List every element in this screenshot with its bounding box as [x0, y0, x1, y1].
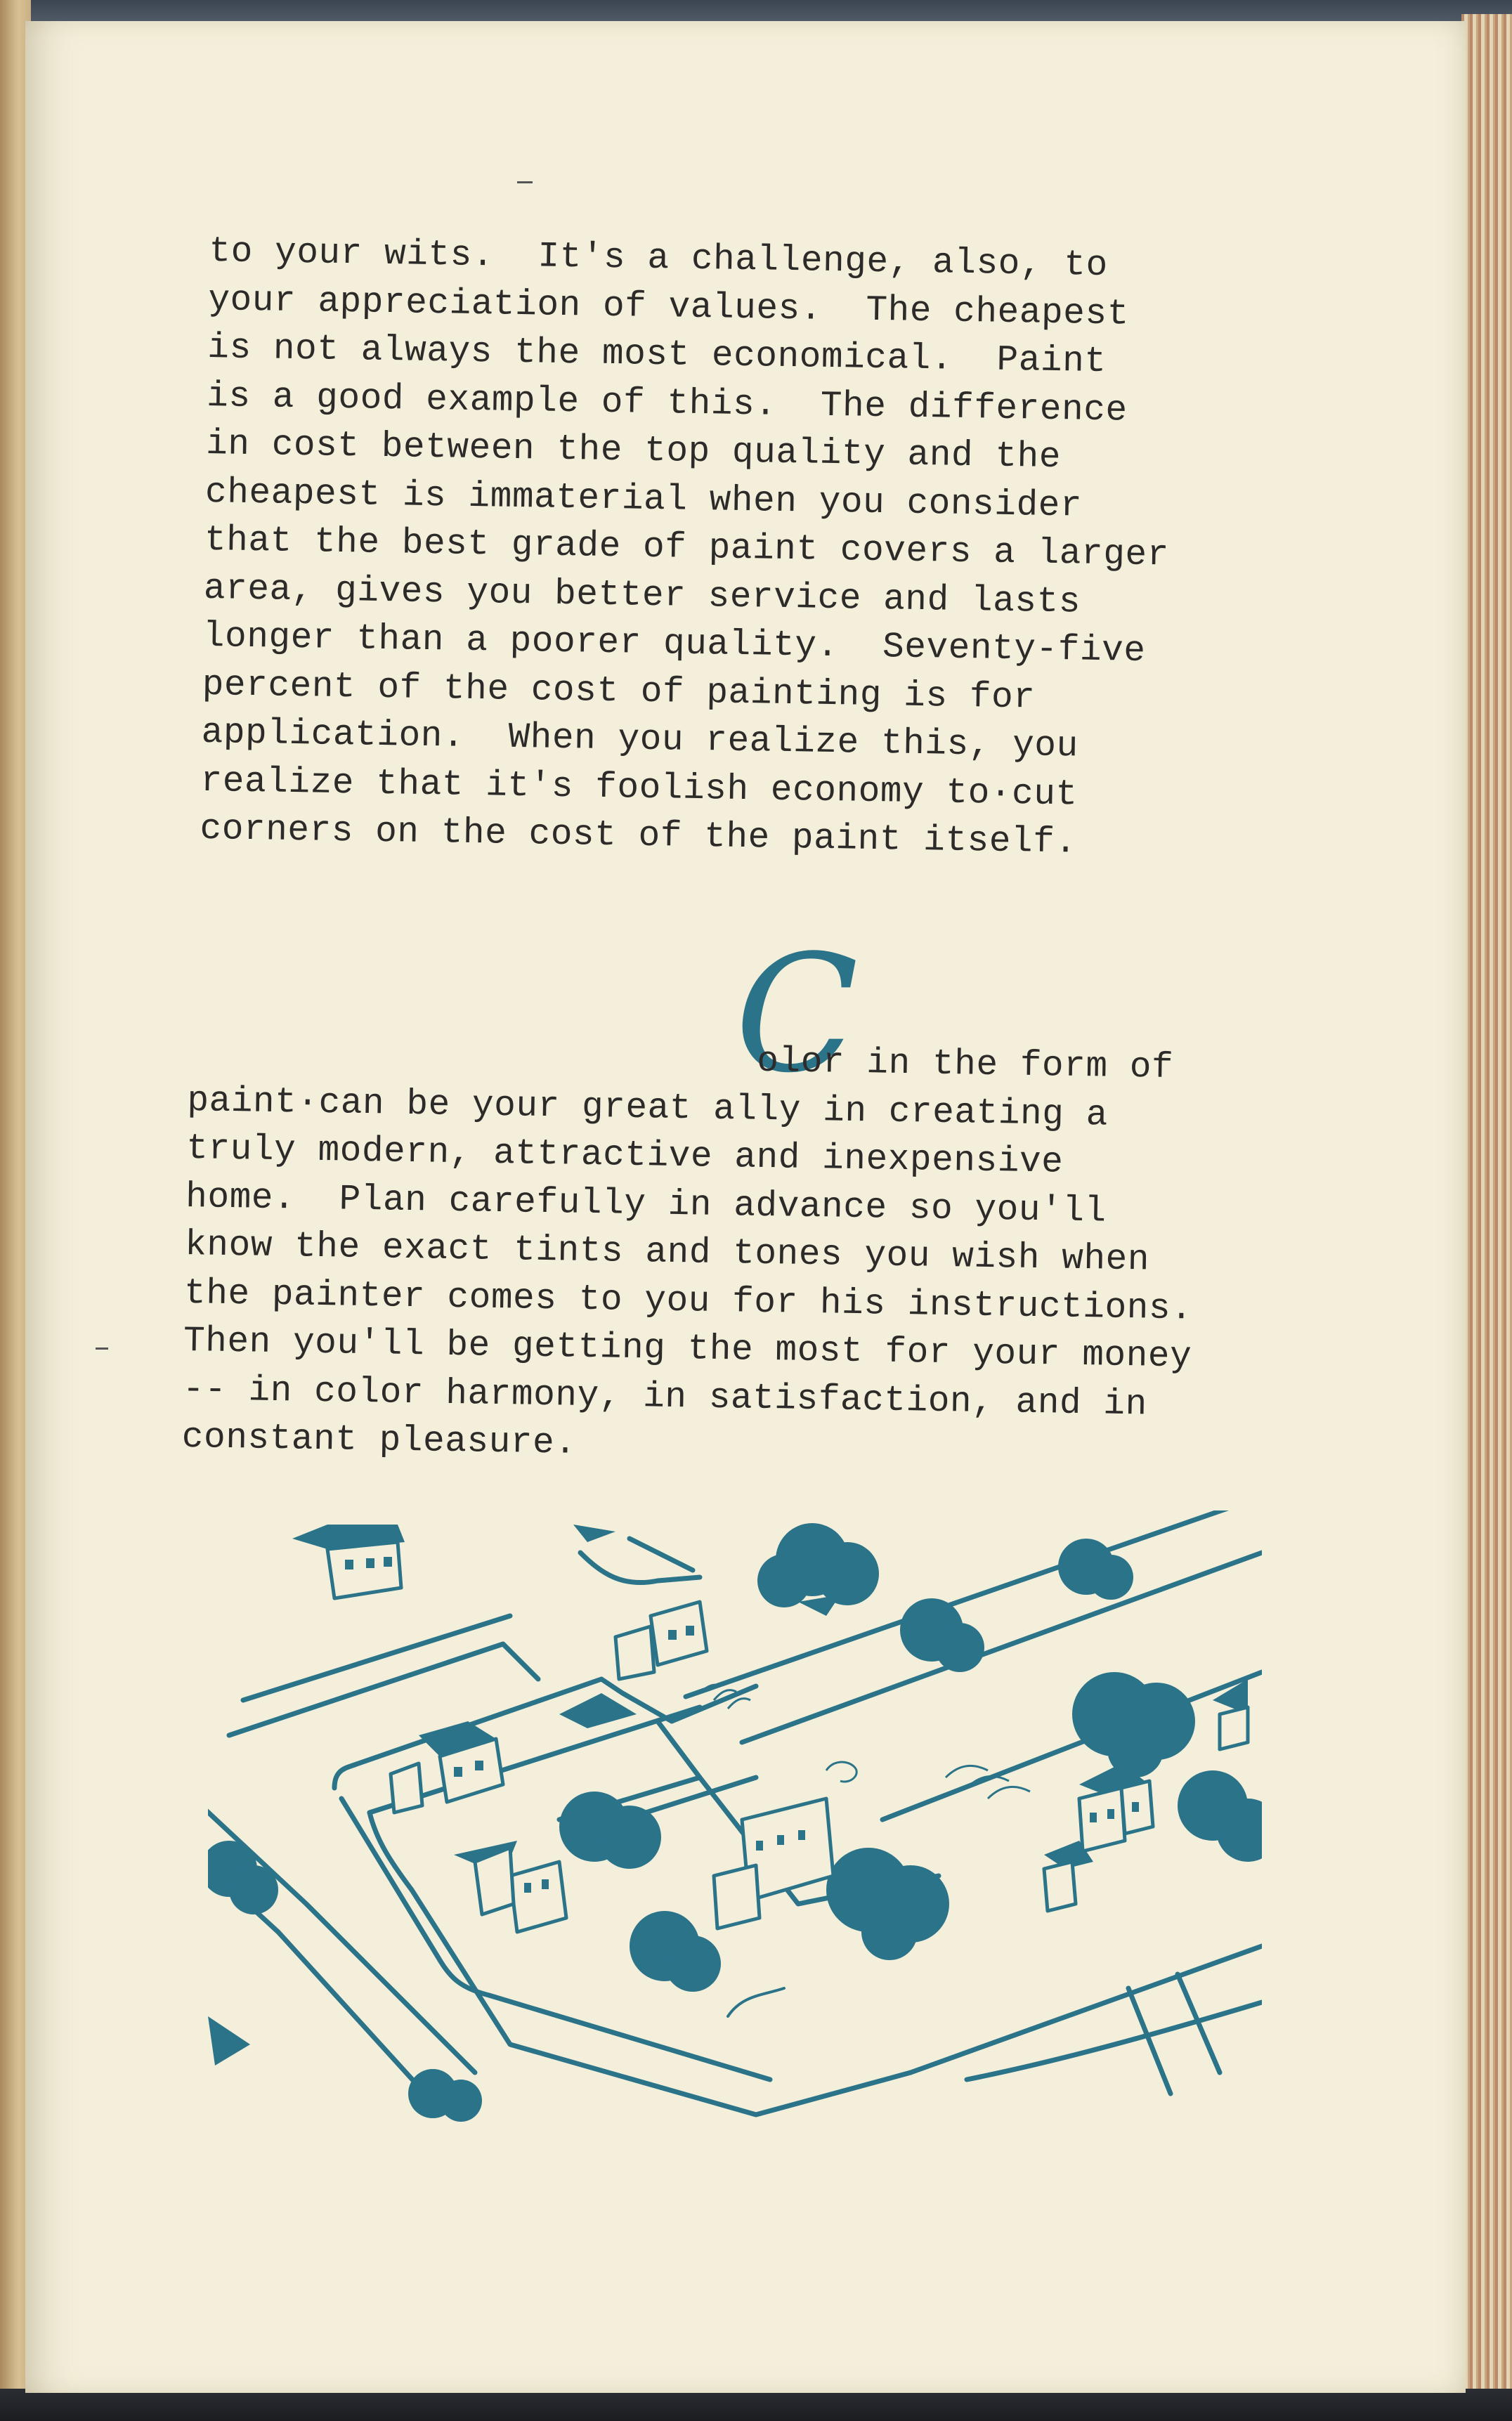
paragraph-1-line: longer than a poorer quality. Seventy-five	[202, 616, 1146, 672]
paragraph-1-line: realize that it's foolish economy to·cut	[200, 761, 1078, 816]
paragraph-1-line: percent of the cost of painting is for	[202, 665, 1036, 719]
paragraph-2-line: home. Plan carefully in advance so you'll	[185, 1177, 1107, 1232]
paragraph-1-line: application. When you realize this, you	[201, 712, 1079, 767]
stray-ink-mark	[517, 181, 533, 183]
drop-cap: C	[735, 921, 859, 1109]
paragraph-1-line: is a good example of this. The difference	[206, 376, 1128, 431]
paragraph-2	[181, 1029, 1197, 1478]
paragraph-1-line: to your wits. It's a challenge, also, to	[209, 231, 1109, 287]
paragraph-1-line: your appreciation of values. The cheapest	[207, 280, 1130, 335]
paragraph-2-line: truly modern, attractive and inexpensive	[185, 1128, 1064, 1183]
scanner-background-bottom	[0, 2389, 1512, 2421]
paragraph-1-line: area, gives you better service and lasts	[203, 568, 1081, 623]
book-page	[25, 21, 1466, 2393]
stray-ink-mark	[96, 1347, 108, 1350]
paragraph-2-line: Then you'll be getting the most for your money	[183, 1321, 1192, 1378]
paragraph-1-line: corners on the cost of the paint itself.	[200, 809, 1078, 863]
suburban-neighborhood-aerial-illustration	[208, 1510, 1262, 2143]
paragraph-1-line: is not always the most economical. Paint	[207, 327, 1107, 383]
paragraph-2-line: constant pleasure.	[181, 1417, 577, 1464]
paragraph-2-line: -- in color harmony, in satisfaction, and in	[182, 1369, 1148, 1425]
paragraph-1-line: in cost between the top quality and the	[205, 424, 1062, 478]
paragraph-2-first-line: olor in the form of	[756, 1041, 1174, 1089]
paragraph-1	[200, 228, 1174, 869]
paragraph-2-line: know the exact tints and tones you wish when	[184, 1225, 1150, 1281]
paragraph-2-line: the painter comes to you for his instructions.	[183, 1273, 1193, 1329]
page-stack-edge	[1461, 14, 1512, 2421]
paragraph-1-line: that the best grade of paint covers a larger	[204, 520, 1170, 576]
paragraph-2-line: paint·can be your great ally in creating a	[186, 1081, 1109, 1136]
paragraph-1-line: cheapest is immaterial when you consider	[204, 472, 1083, 527]
